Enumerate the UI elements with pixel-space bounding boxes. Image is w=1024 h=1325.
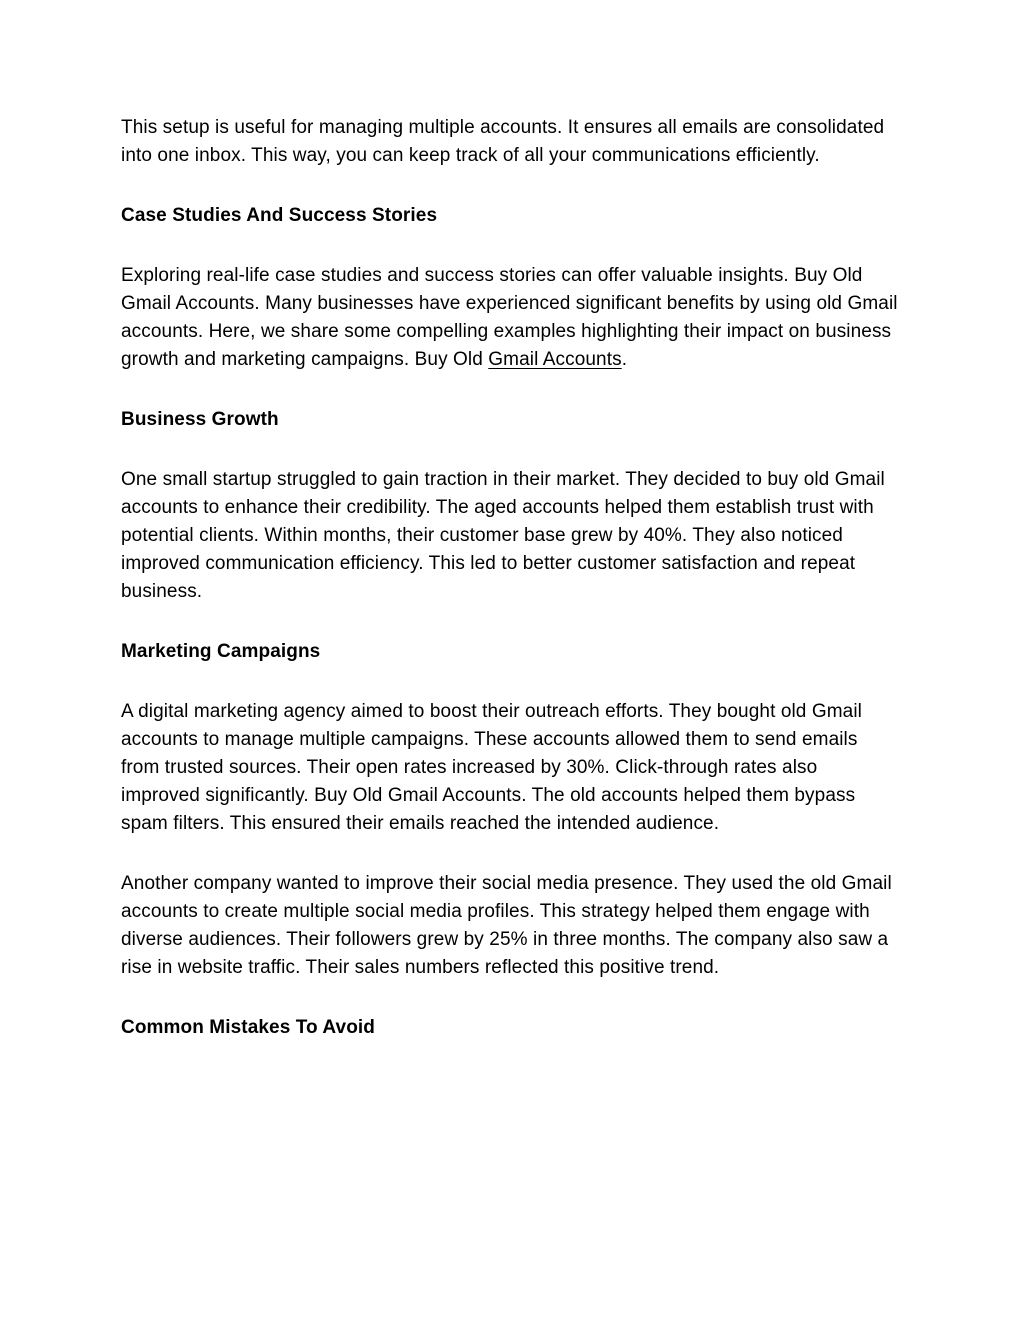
case-studies-text-after-link: . bbox=[621, 349, 628, 370]
heading-business-growth: Business Growth bbox=[121, 409, 279, 430]
marketing-campaigns-paragraph-1: A digital marketing agency aimed to boost their outreach efforts. They bought old Gmail accounts to manage multiple campaigns. These accounts allowed them to send emails from trusted sources. Their open rates increased by 30%. Click-through rates also improved significantly. Buy Old Gmail Accounts. The old accounts helped them bypass spam filters. This ensured their emails reached the intended audience. bbox=[121, 701, 862, 834]
gmail-accounts-link[interactable]: Gmail Accounts bbox=[488, 349, 622, 370]
document-content bbox=[121, 114, 901, 1042]
heading-common-mistakes: Common Mistakes To Avoid bbox=[121, 1017, 376, 1038]
heading-marketing-campaigns: Marketing Campaigns bbox=[121, 641, 321, 662]
heading-case-studies: Case Studies And Success Stories bbox=[121, 205, 438, 226]
business-growth-paragraph: One small startup struggled to gain traction in their market. They decided to buy old Gmail accounts to enhance their credibility. The aged accounts helped them establish trust with potential clients. Within months, their customer base grew by 40%. They also noticed improved communication efficiency. This led to better customer satisfaction and repeat business. bbox=[121, 469, 885, 602]
case-studies-text-before-link: Exploring real-life case studies and success stories can offer valuable insights. Buy Old Gmail Accounts. Many businesses have experienced significant benefits by using old Gmail accounts. Here, we share some compelling examples highlighting their impact on business growth and marketing campaigns. Buy Old bbox=[121, 265, 898, 370]
case-studies-paragraph bbox=[121, 262, 901, 374]
intro-paragraph: This setup is useful for managing multiple accounts. It ensures all emails are consolidated into one inbox. This way, you can keep track of all your communications efficiently. bbox=[121, 117, 885, 166]
marketing-campaigns-paragraph-2: Another company wanted to improve their social media presence. They used the old Gmail accounts to create multiple social media profiles. This strategy helped them engage with diverse audiences. Their followers grew by 25% in three months. The company also saw a rise in website traffic. Their sales numbers reflected this positive trend. bbox=[121, 873, 892, 978]
